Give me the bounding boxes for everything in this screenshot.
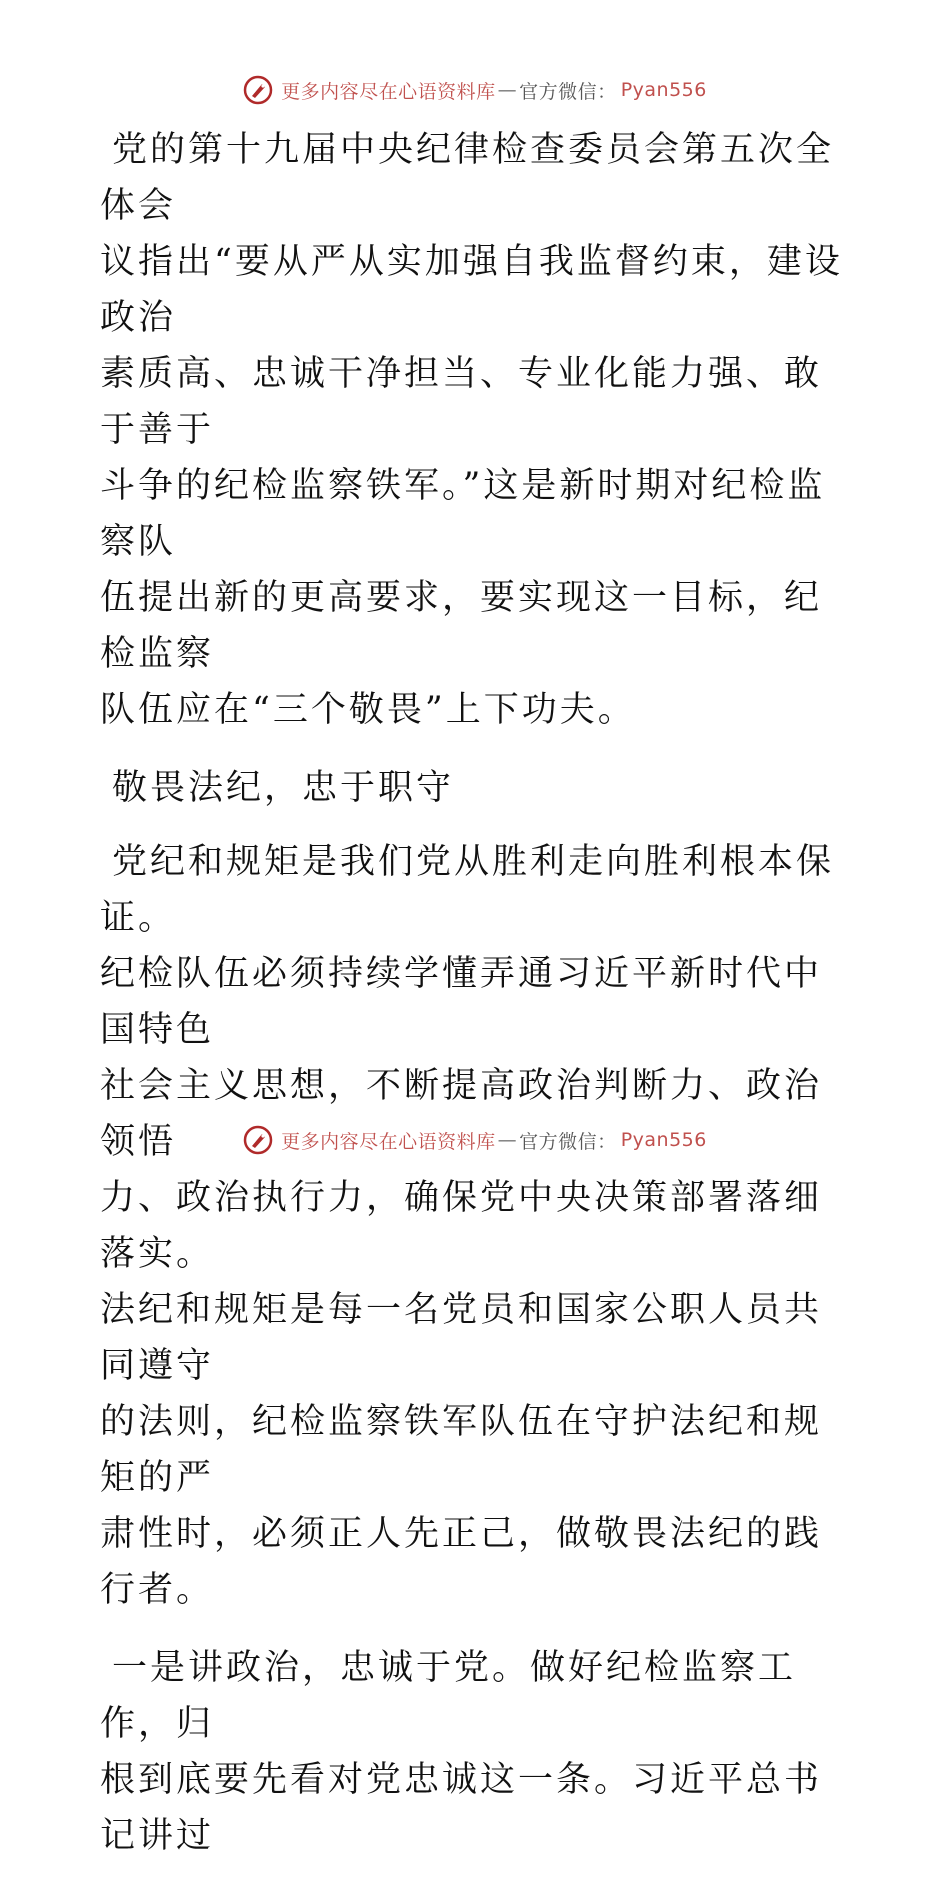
document-body: [100, 122, 850, 1886]
watermark-wechat-id: Pyan556: [620, 1129, 707, 1151]
watermark-wechat-label: 官方微信：: [519, 1130, 617, 1153]
header-watermark: [0, 70, 950, 110]
pen-nib-logo-icon: [243, 75, 273, 105]
paragraph-body: 党纪和规矩是我们党从胜利走向胜利根本保证。 纪检队伍必须持续学懂弄通习近平新时代中国特色 社会主义思想，不断提高政治判断力、政治领悟 力、政治执行力，确保党中央决策部署落细落实。 法纪和规矩是每一名党员和国家公职人员共同遵守 的法则，纪检监察铁军队伍在守护法纪和规矩的严 肃性时，必须正人先正己，做敬畏法纪的践行者。: [100, 842, 835, 1610]
paragraph-point-one: 一是讲政治，忠诚于党。做好纪检监察工作，归 根到底要先看对党忠诚这一条。习近平总书记讲过: [100, 1648, 823, 1856]
pen-nib-logo-icon: [243, 1125, 273, 1155]
paragraph-intro: 党的第十九届中央纪律检查委员会第五次全体会 议指出“要从严从实加强自我监督约束，建设政治 素质高、忠诚干净担当、专业化能力强、敢于善于 斗争的纪检监察铁军。”这是新时期对纪检监察队 伍提出新的更高要求，要实现这一目标，纪检监察 队伍应在“三个敬畏”上下功夫。: [100, 130, 843, 730]
section-heading: 敬畏法纪，忠于职守: [112, 768, 455, 808]
watermark-wechat-id: Pyan556: [620, 79, 707, 101]
watermark-wechat-label: 官方微信：: [519, 80, 617, 103]
footer-watermark: [0, 1120, 950, 1160]
watermark-separator: —: [497, 79, 518, 101]
watermark-site-text: 更多内容尽在心语资料库: [281, 80, 496, 103]
watermark-site-text: 更多内容尽在心语资料库: [281, 1130, 496, 1153]
watermark-separator: —: [497, 1129, 518, 1151]
